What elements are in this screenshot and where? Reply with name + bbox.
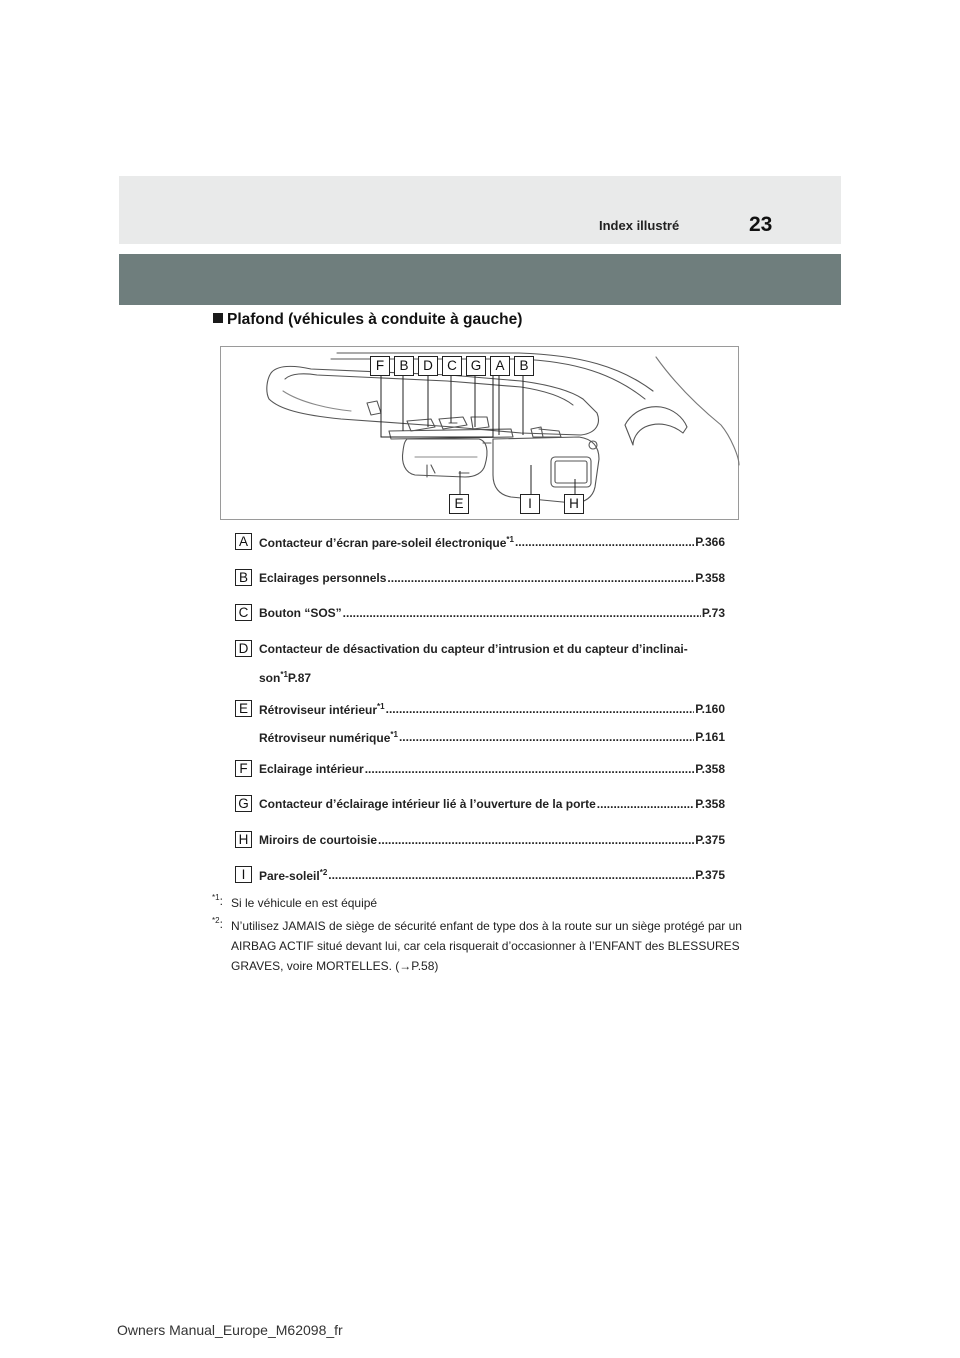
- callout-I: I: [520, 494, 540, 514]
- callout-F: F: [370, 356, 390, 376]
- callout-A: A: [490, 356, 510, 376]
- footer-manual-id: Owners Manual_Europe_M62098_fr: [117, 1322, 343, 1338]
- page-ref: P.358: [695, 797, 725, 811]
- key-badge: G: [235, 795, 252, 812]
- item-label-continued: son: [259, 671, 281, 685]
- page-ref: P.375: [695, 833, 725, 847]
- callout-B-right: B: [514, 356, 534, 376]
- page-ref: P.366: [695, 535, 725, 549]
- page-ref-secondary: P.161: [695, 730, 725, 744]
- page-number: 23: [749, 213, 773, 236]
- page-ref: P.358: [695, 571, 725, 585]
- page-ref: P.160: [695, 702, 725, 716]
- item-label: Miroirs de courtoisie: [259, 833, 378, 847]
- footnote-text: Si le véhicule en est équipé: [231, 896, 378, 910]
- header-band: [119, 176, 841, 244]
- item-label: Contacteur d’écran pare-soleil électronique: [259, 536, 507, 550]
- callout-D: D: [418, 356, 438, 376]
- item-label: Contacteur d’éclairage intérieur lié à l’ouverture de la porte: [259, 797, 596, 811]
- key-badge: A: [235, 533, 252, 550]
- section-heading: Plafond (véhicules à conduite à gauche): [213, 311, 522, 329]
- page-ref: P.87: [287, 671, 312, 685]
- item-label: Eclairages personnels: [259, 571, 387, 585]
- item-label-secondary: Rétroviseur numérique: [259, 731, 391, 745]
- callout-E: E: [449, 494, 469, 514]
- footnote-text: N’utilisez JAMAIS de siège de sécurité enfant de type dos à la route sur un siège protégé par un AIRBAG ACTIF situé devant lui, car cela risquerait d’occasionner à l’ENFANT des BLESSURES GRAVES, voire MORTELLES. (→P.58): [231, 919, 742, 973]
- page-ref: P.358: [695, 762, 725, 776]
- callout-C: C: [442, 356, 462, 376]
- item-label: Rétroviseur intérieur: [259, 703, 378, 717]
- square-bullet-icon: [213, 313, 223, 323]
- header-bar: [119, 254, 841, 305]
- key-badge: C: [235, 604, 252, 621]
- item-label: Pare-soleil: [259, 869, 320, 883]
- item-label: Contacteur de désactivation du capteur d’intrusion et du capteur d’inclinai-: [259, 642, 688, 656]
- page-ref: P.375: [695, 868, 725, 882]
- key-badge: F: [235, 760, 252, 777]
- item-label: Eclairage intérieur: [259, 762, 364, 776]
- key-badge: D: [235, 640, 252, 657]
- key-badge: I: [235, 866, 252, 883]
- page-ref: P.73: [701, 606, 725, 620]
- key-badge: B: [235, 569, 252, 586]
- section-title: Index illustré: [599, 218, 680, 233]
- callout-H: H: [564, 494, 584, 514]
- key-badge: E: [235, 700, 252, 717]
- item-label: Bouton “SOS”: [259, 606, 342, 620]
- key-badge: H: [235, 831, 252, 848]
- callout-B-left: B: [394, 356, 414, 376]
- callout-G: G: [466, 356, 486, 376]
